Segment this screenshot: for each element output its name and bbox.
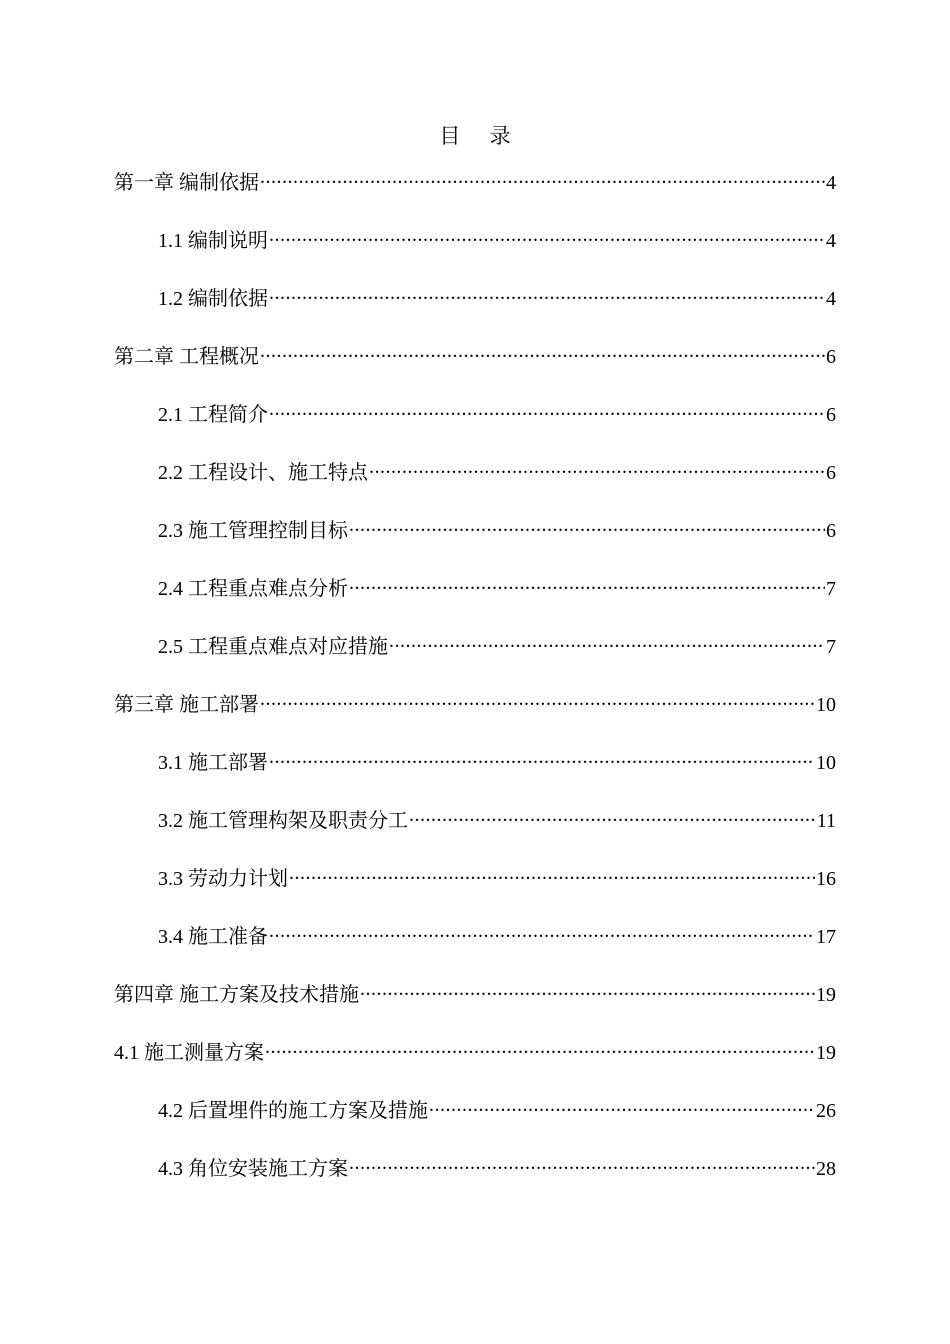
toc-entry-page-number: 7 — [826, 578, 836, 600]
toc-entry-page-number: 26 — [816, 1100, 836, 1122]
toc-entry-label: 第一章 编制依据 — [114, 172, 259, 194]
toc-entry-page-number: 6 — [826, 346, 836, 368]
toc-dot-leader — [260, 691, 815, 711]
toc-entry[interactable] — [114, 861, 836, 919]
toc-entry-label: 第三章 施工部署 — [114, 694, 259, 716]
toc-entry-label: 第二章 工程概况 — [114, 346, 259, 368]
toc-entry[interactable] — [114, 745, 836, 803]
toc-entry[interactable] — [114, 571, 836, 629]
toc-entry-page-number: 6 — [826, 520, 836, 542]
toc-entry-page-number: 19 — [816, 984, 836, 1006]
toc-dot-leader — [389, 633, 825, 653]
toc-dot-leader — [369, 459, 825, 479]
toc-entry[interactable] — [114, 281, 836, 339]
toc-entry[interactable] — [114, 1035, 836, 1093]
toc-entry-page-number: 11 — [816, 810, 836, 832]
toc-entry-label: 2.5 工程重点难点对应措施 — [158, 636, 388, 658]
toc-entry[interactable] — [114, 1093, 836, 1151]
toc-dot-leader — [409, 807, 816, 827]
toc-entry[interactable] — [114, 339, 836, 397]
toc-dot-leader — [360, 981, 815, 1001]
toc-entry[interactable] — [114, 513, 836, 571]
toc-entry-page-number: 4 — [826, 288, 836, 310]
toc-dot-leader — [349, 575, 825, 595]
toc-entry-label: 第四章 施工方案及技术措施 — [114, 984, 359, 1006]
toc-entry[interactable] — [114, 165, 836, 223]
toc-dot-leader — [269, 285, 825, 305]
toc-entry-label: 4.1 施工测量方案 — [114, 1042, 264, 1064]
toc-entry[interactable] — [114, 223, 836, 281]
toc-entry-label: 2.1 工程简介 — [158, 404, 268, 426]
toc-entry-label: 3.1 施工部署 — [158, 752, 268, 774]
toc-entry-label: 2.3 施工管理控制目标 — [158, 520, 348, 542]
toc-entry-page-number: 4 — [826, 172, 836, 194]
toc-entry-label: 3.4 施工准备 — [158, 926, 268, 948]
toc-entry[interactable] — [114, 455, 836, 513]
toc-list — [114, 165, 836, 1209]
toc-entry-page-number: 10 — [816, 752, 836, 774]
toc-entry[interactable] — [114, 977, 836, 1035]
toc-entry[interactable] — [114, 803, 836, 861]
toc-entry-label: 4.2 后置埋件的施工方案及措施 — [158, 1100, 428, 1122]
toc-dot-leader — [429, 1097, 815, 1117]
toc-dot-leader — [260, 169, 825, 189]
toc-entry[interactable] — [114, 919, 836, 977]
toc-entry-label: 4.3 角位安装施工方案 — [158, 1158, 348, 1180]
toc-entry[interactable] — [114, 687, 836, 745]
toc-entry-page-number: 6 — [826, 404, 836, 426]
toc-entry-label: 3.3 劳动力计划 — [158, 868, 288, 890]
toc-dot-leader — [349, 1155, 815, 1175]
toc-entry-page-number: 28 — [816, 1158, 836, 1180]
toc-entry-page-number: 19 — [816, 1042, 836, 1064]
toc-entry-page-number: 10 — [816, 694, 836, 716]
toc-entry[interactable] — [114, 1151, 836, 1209]
toc-dot-leader — [269, 227, 825, 247]
toc-entry-page-number: 6 — [826, 462, 836, 484]
toc-dot-leader — [269, 749, 815, 769]
toc-entry-page-number: 17 — [816, 926, 836, 948]
toc-dot-leader — [265, 1039, 815, 1059]
toc-dot-leader — [349, 517, 825, 537]
toc-entry-label: 1.1 编制说明 — [158, 230, 268, 252]
toc-entry-label: 2.4 工程重点难点分析 — [158, 578, 348, 600]
toc-dot-leader — [260, 343, 825, 363]
toc-title: 目 录 — [439, 124, 523, 148]
toc-entry-label: 1.2 编制依据 — [158, 288, 268, 310]
toc-entry-page-number: 16 — [816, 868, 836, 890]
toc-dot-leader — [289, 865, 815, 885]
toc-dot-leader — [269, 923, 815, 943]
toc-entry-page-number: 4 — [826, 230, 836, 252]
toc-entry[interactable] — [114, 629, 836, 687]
toc-entry-page-number: 7 — [826, 636, 836, 658]
toc-entry[interactable] — [114, 397, 836, 455]
toc-entry-label: 3.2 施工管理构架及职责分工 — [158, 810, 408, 832]
toc-entry-label: 2.2 工程设计、施工特点 — [158, 462, 368, 484]
toc-dot-leader — [269, 401, 825, 421]
